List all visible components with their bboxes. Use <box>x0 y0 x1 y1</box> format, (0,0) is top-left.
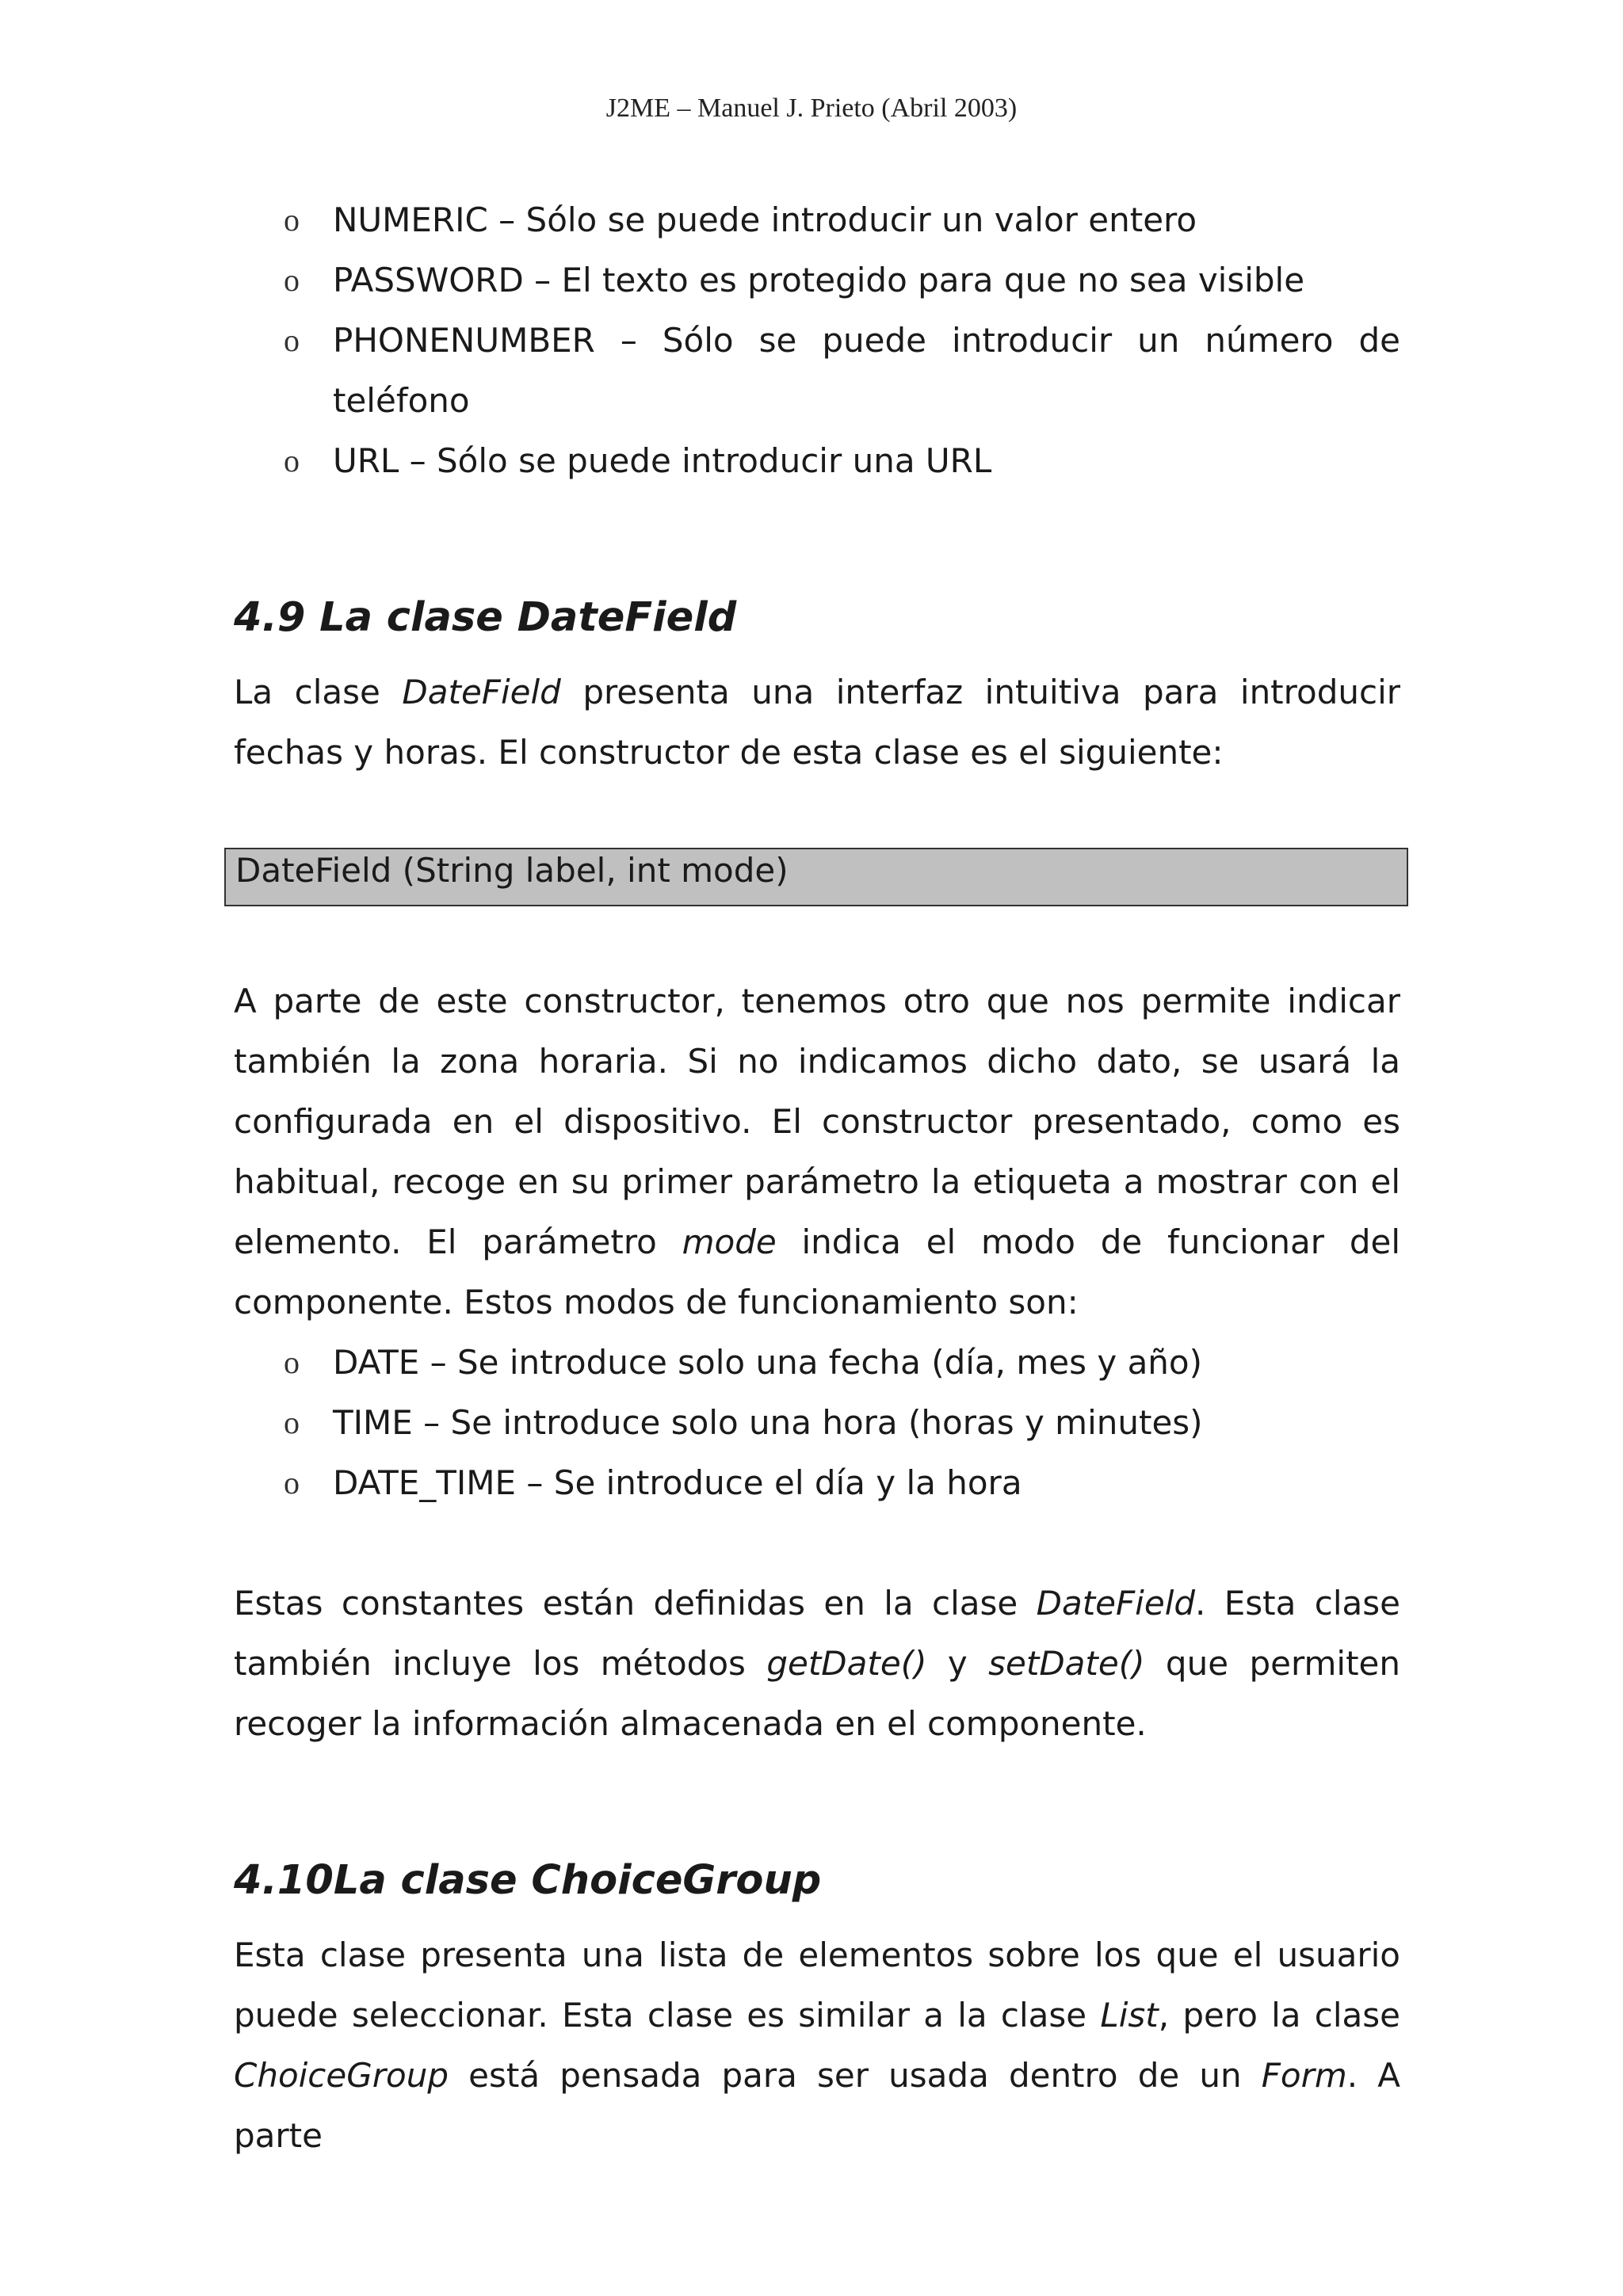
list-item-text: DATE_TIME – Se introduce el día y la hora <box>333 1463 1022 1502</box>
list-item-text: DATE – Se introduce solo una fecha (día, mes y año) <box>333 1343 1203 1382</box>
list-item <box>234 431 1400 491</box>
list-item <box>234 1453 1400 1513</box>
list-item <box>234 1333 1400 1393</box>
section-heading-datefield: 4.9 La clase DateField <box>234 594 737 641</box>
page-content <box>234 190 1400 2166</box>
bullet-marker: o <box>284 1465 300 1501</box>
list-item <box>234 311 1400 431</box>
list-item-text: URL – Sólo se puede introducir una URL <box>333 441 992 480</box>
constructor-signature: DateField (String label, int mode) <box>235 851 789 890</box>
textfield-constraints-list <box>234 190 1400 491</box>
bullet-marker: o <box>284 262 300 298</box>
list-item-text: PHONENUMBER – Sólo se puede introducir un número de teléfono <box>333 321 1400 420</box>
bullet-marker: o <box>284 202 300 238</box>
bullet-marker: o <box>284 1405 300 1440</box>
list-item-text: TIME – Se introduce solo una hora (horas y minutes) <box>333 1403 1203 1442</box>
list-item <box>234 1393 1400 1453</box>
datefield-intro-paragraph: La clase DateField presenta una interfaz intuitiva para introducir fechas y horas. El constructor de esta clase es el siguiente: <box>234 673 1400 772</box>
datefield-constants-paragraph: Estas constantes están definidas en la clase DateField. Esta clase también incluye los métodos getDate() y setDate() que permiten recoger la información almacenada en el componente. <box>234 1584 1401 1743</box>
list-item <box>234 250 1400 311</box>
bullet-marker: o <box>284 322 300 358</box>
list-item <box>234 190 1400 250</box>
list-item-text: PASSWORD – El texto es protegido para que no sea visible <box>333 261 1305 299</box>
datefield-modes-paragraph: A parte de este constructor, tenemos otro que nos permite indicar también la zona horaria. Si no indicamos dicho dato, se usará la configurada en el dispositivo. El constructor presentado, como es habitual, recoge en su primer parámetro la etiqueta a mostrar con el elemento. El parámetro mode indica el modo de funcionar del componente. Estos modos de funcionamiento son: <box>234 982 1400 1322</box>
bullet-marker: o <box>284 443 300 479</box>
running-header: J2ME – Manuel J. Prieto (Abril 2003) <box>605 93 1018 123</box>
choicegroup-intro-paragraph: Esta clase presenta una lista de elementos sobre los que el usuario puede seleccionar. Esta clase es similar a la clase List, pero la clase ChoiceGroup está pensada para ser usada dentro de un Form. A parte <box>234 1936 1400 2155</box>
bullet-marker: o <box>284 1344 300 1380</box>
constructor-code-box <box>224 848 1408 906</box>
datefield-modes-list <box>234 1333 1400 1513</box>
section-heading-choicegroup: 4.10La clase ChoiceGroup <box>234 1857 822 1904</box>
list-item-text: NUMERIC – Sólo se puede introducir un valor entero <box>333 200 1197 239</box>
